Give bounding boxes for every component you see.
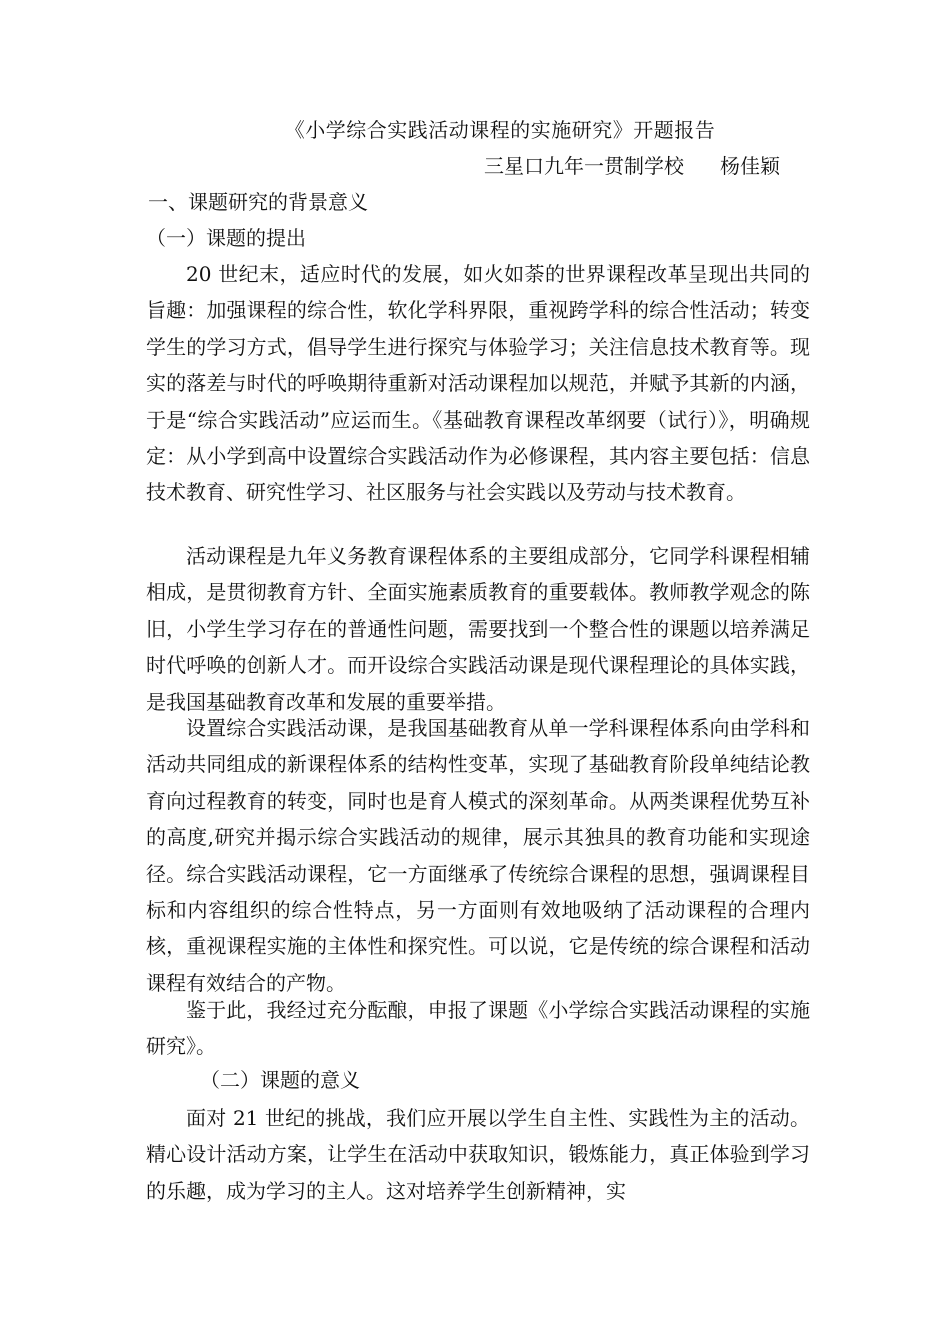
- paragraph-reform: 设置综合实践活动课，是我国基础教育从单一学科课程体系向由学科和活动共同组成的新课程体系的结构性变革，实现了基础教育阶段单纯结论教育向过程教育的转变，同时也是育人模式的深刻革命。从两类课程优势互补的高度,研究并揭示综合实践活动的规律，展示其独具的教育功能和实现途径。综合实践活动课程，它一方面继承了传统综合课程的思想，强调课程目标和内容组织的综合性特点，另一方面则有效地吸纳了活动课程的合理内核，重视课程实施的主体性和探究性。可以说，它是传统的综合课程和活动课程有效结合的产物。: [146, 716, 810, 995]
- author-name: 杨佳颖: [720, 154, 780, 178]
- subsection-heading-proposal: （一）课题的提出: [146, 226, 306, 250]
- paragraph-background: 20 世纪末，适应时代的发展，如火如荼的世界课程改革呈现出共同的旨趣：加强课程的综合性，软化学科界限，重视跨学科的综合性活动；转变学生的学习方式，倡导学生进行探究与体验学习；关注信息技术教育等。现实的落差与时代的呼唤期待重新对活动课程加以规范，并赋予其新的内涵，于是“综合实践活动”应运而生。《基础教育课程改革纲要（试行）》，明确规定：从小学到高中设置综合实践活动作为必修课程，其内容主要包括：信息技术教育、研究性学习、社区服务与社会实践以及劳动与技术教育。: [146, 262, 810, 505]
- paragraph-conclusion: 鉴于此，我经过充分酝酿，申报了课题《小学综合实践活动课程的实施研究》。: [146, 998, 810, 1059]
- byline: [484, 152, 780, 180]
- subsection-heading-significance: （二）课题的意义: [200, 1068, 360, 1092]
- school-name: 三星口九年一贯制学校: [484, 154, 684, 178]
- paragraph-significance: 面对 21 世纪的挑战，我们应开展以学生自主性、实践性为主的活动。精心设计活动方案，让学生在活动中获取知识，锻炼能力，真正体验到学习的乐趣，成为学习的主人。这对培养学生创新精神，实: [146, 1106, 810, 1203]
- document-title: 《小学综合实践活动课程的实施研究》开题报告: [284, 118, 716, 142]
- paragraph-activity-course: 活动课程是九年义务教育课程体系的主要组成部分，它同学科课程相辅相成，是贯彻教育方针、全面实施素质教育的重要载体。教师教学观念的陈旧，小学生学习存在的普通性问题，需要找到一个整合性的课题以培养满足时代呼唤的创新人才。而开设综合实践活动课是现代课程理论的具体实践，是我国基础教育改革和发展的重要举措。: [146, 544, 810, 714]
- section-heading: 一、课题研究的背景意义: [148, 190, 368, 214]
